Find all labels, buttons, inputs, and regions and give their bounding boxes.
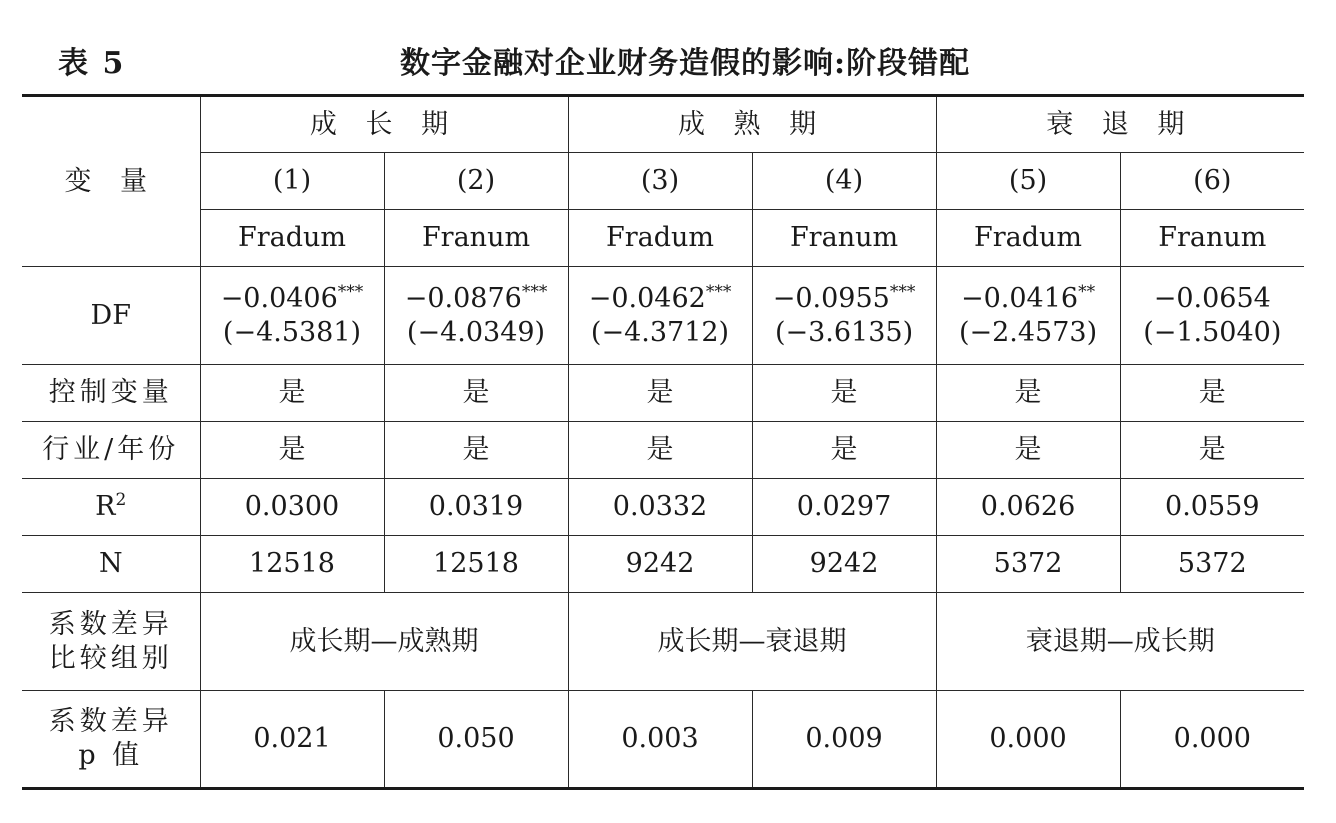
coefficient: −0.0462***	[588, 281, 732, 314]
controls-cell: 是	[752, 365, 936, 422]
fixed-effects-cell: 是	[936, 422, 1120, 479]
controls-cell: 是	[936, 365, 1120, 422]
coefficient: −0.0955***	[772, 281, 916, 314]
observations-cell: 5372	[936, 536, 1120, 593]
column-number: (1)	[200, 153, 384, 210]
p-value-cell: 0.021	[200, 691, 384, 789]
r-squared-cell: 0.0559	[1120, 479, 1304, 536]
superscript-two: 2	[115, 490, 127, 511]
dependent-variable: Fradum	[936, 210, 1120, 267]
r-squared-cell: 0.0626	[936, 479, 1120, 536]
comparison-group-cell: 成长期—成熟期	[200, 593, 568, 691]
df-cell	[752, 267, 936, 365]
group-header-growth: 成 长 期	[200, 96, 568, 153]
row-label-r-squared: $R^2$	[22, 479, 200, 536]
observations-cell: 9242	[568, 536, 752, 593]
coefficient: −0.0654	[1153, 282, 1271, 314]
column-number: (3)	[568, 153, 752, 210]
significance-stars: **	[1078, 281, 1096, 302]
significance-stars: ***	[889, 281, 916, 302]
fixed-effects-cell: 是	[384, 422, 568, 479]
df-cell	[936, 267, 1120, 365]
observations-cell: 12518	[200, 536, 384, 593]
column-number: (2)	[384, 153, 568, 210]
column-number: (5)	[936, 153, 1120, 210]
r-squared-row	[22, 479, 1304, 536]
fixed-effects-cell: 是	[568, 422, 752, 479]
t-statistic: (−4.5381)	[222, 316, 362, 348]
df-row	[22, 267, 1304, 365]
observations-cell: 5372	[1120, 536, 1304, 593]
fixed-effects-row	[22, 422, 1304, 479]
t-statistic: (−4.3712)	[590, 316, 730, 348]
controls-cell: 是	[568, 365, 752, 422]
controls-row	[22, 365, 1304, 422]
fixed-effects-cell: 是	[752, 422, 936, 479]
fixed-effects-cell: 是	[1120, 422, 1304, 479]
group-header-mature: 成 熟 期	[568, 96, 936, 153]
dependent-variable: Franum	[1120, 210, 1304, 267]
t-statistic: (−3.6135)	[774, 316, 914, 348]
row-label-p-value: 系数差异 p 值	[22, 691, 200, 789]
r-squared-cell: 0.0300	[200, 479, 384, 536]
observations-cell: 12518	[384, 536, 568, 593]
controls-cell: 是	[200, 365, 384, 422]
p-value-cell: 0.003	[568, 691, 752, 789]
row-label-df: DF	[22, 267, 200, 365]
p-value-cell: 0.050	[384, 691, 568, 789]
significance-stars: ***	[337, 281, 364, 302]
t-statistic: (−1.5040)	[1143, 316, 1282, 348]
df-cell	[200, 267, 384, 365]
table-caption	[0, 32, 1336, 82]
comparison-group-cell: 衰退期—成长期	[936, 593, 1304, 691]
r-squared-cell: 0.0319	[384, 479, 568, 536]
comparison-group-row	[22, 593, 1304, 691]
column-number-row	[22, 153, 1304, 210]
dependent-variable-row	[22, 210, 1304, 267]
p-value-cell: 0.009	[752, 691, 936, 789]
r-squared-cell: 0.0297	[752, 479, 936, 536]
row-label-comparison-group: 系数差异 比较组别	[22, 593, 200, 691]
table-number: 表 5	[58, 46, 126, 81]
variable-header: 变 量	[22, 96, 200, 267]
significance-stars: ***	[705, 281, 732, 302]
group-header-decline: 衰 退 期	[936, 96, 1304, 153]
p-value-cell: 0.000	[936, 691, 1120, 789]
row-label-fixed-effects: 行业/年份	[22, 422, 200, 479]
coefficient: −0.0406***	[220, 281, 364, 314]
df-cell	[568, 267, 752, 365]
r-squared-cell: 0.0332	[568, 479, 752, 536]
comparison-group-cell: 成长期—衰退期	[568, 593, 936, 691]
dependent-variable: Franum	[384, 210, 568, 267]
observations-cell: 9242	[752, 536, 936, 593]
dependent-variable: Fradum	[568, 210, 752, 267]
df-cell	[384, 267, 568, 365]
p-value-cell: 0.000	[1120, 691, 1304, 789]
significance-stars: ***	[521, 281, 548, 302]
dependent-variable: Fradum	[200, 210, 384, 267]
row-label-controls: 控制变量	[22, 365, 200, 422]
table-title: 数字金融对企业财务造假的影响:阶段错配	[400, 46, 971, 81]
t-statistic: (−2.4573)	[958, 316, 1098, 348]
fixed-effects-cell: 是	[200, 422, 384, 479]
t-statistic: (−4.0349)	[406, 316, 546, 348]
controls-cell: 是	[1120, 365, 1304, 422]
observations-row	[22, 536, 1304, 593]
group-header-row	[22, 96, 1304, 153]
row-label-observations: N	[22, 536, 200, 593]
results-table	[22, 94, 1304, 790]
p-value-row	[22, 691, 1304, 789]
column-number: (6)	[1120, 153, 1304, 210]
dependent-variable: Franum	[752, 210, 936, 267]
controls-cell: 是	[384, 365, 568, 422]
column-number: (4)	[752, 153, 936, 210]
coefficient: −0.0876***	[404, 281, 548, 314]
coefficient: −0.0416**	[960, 281, 1096, 314]
df-cell	[1120, 267, 1304, 365]
